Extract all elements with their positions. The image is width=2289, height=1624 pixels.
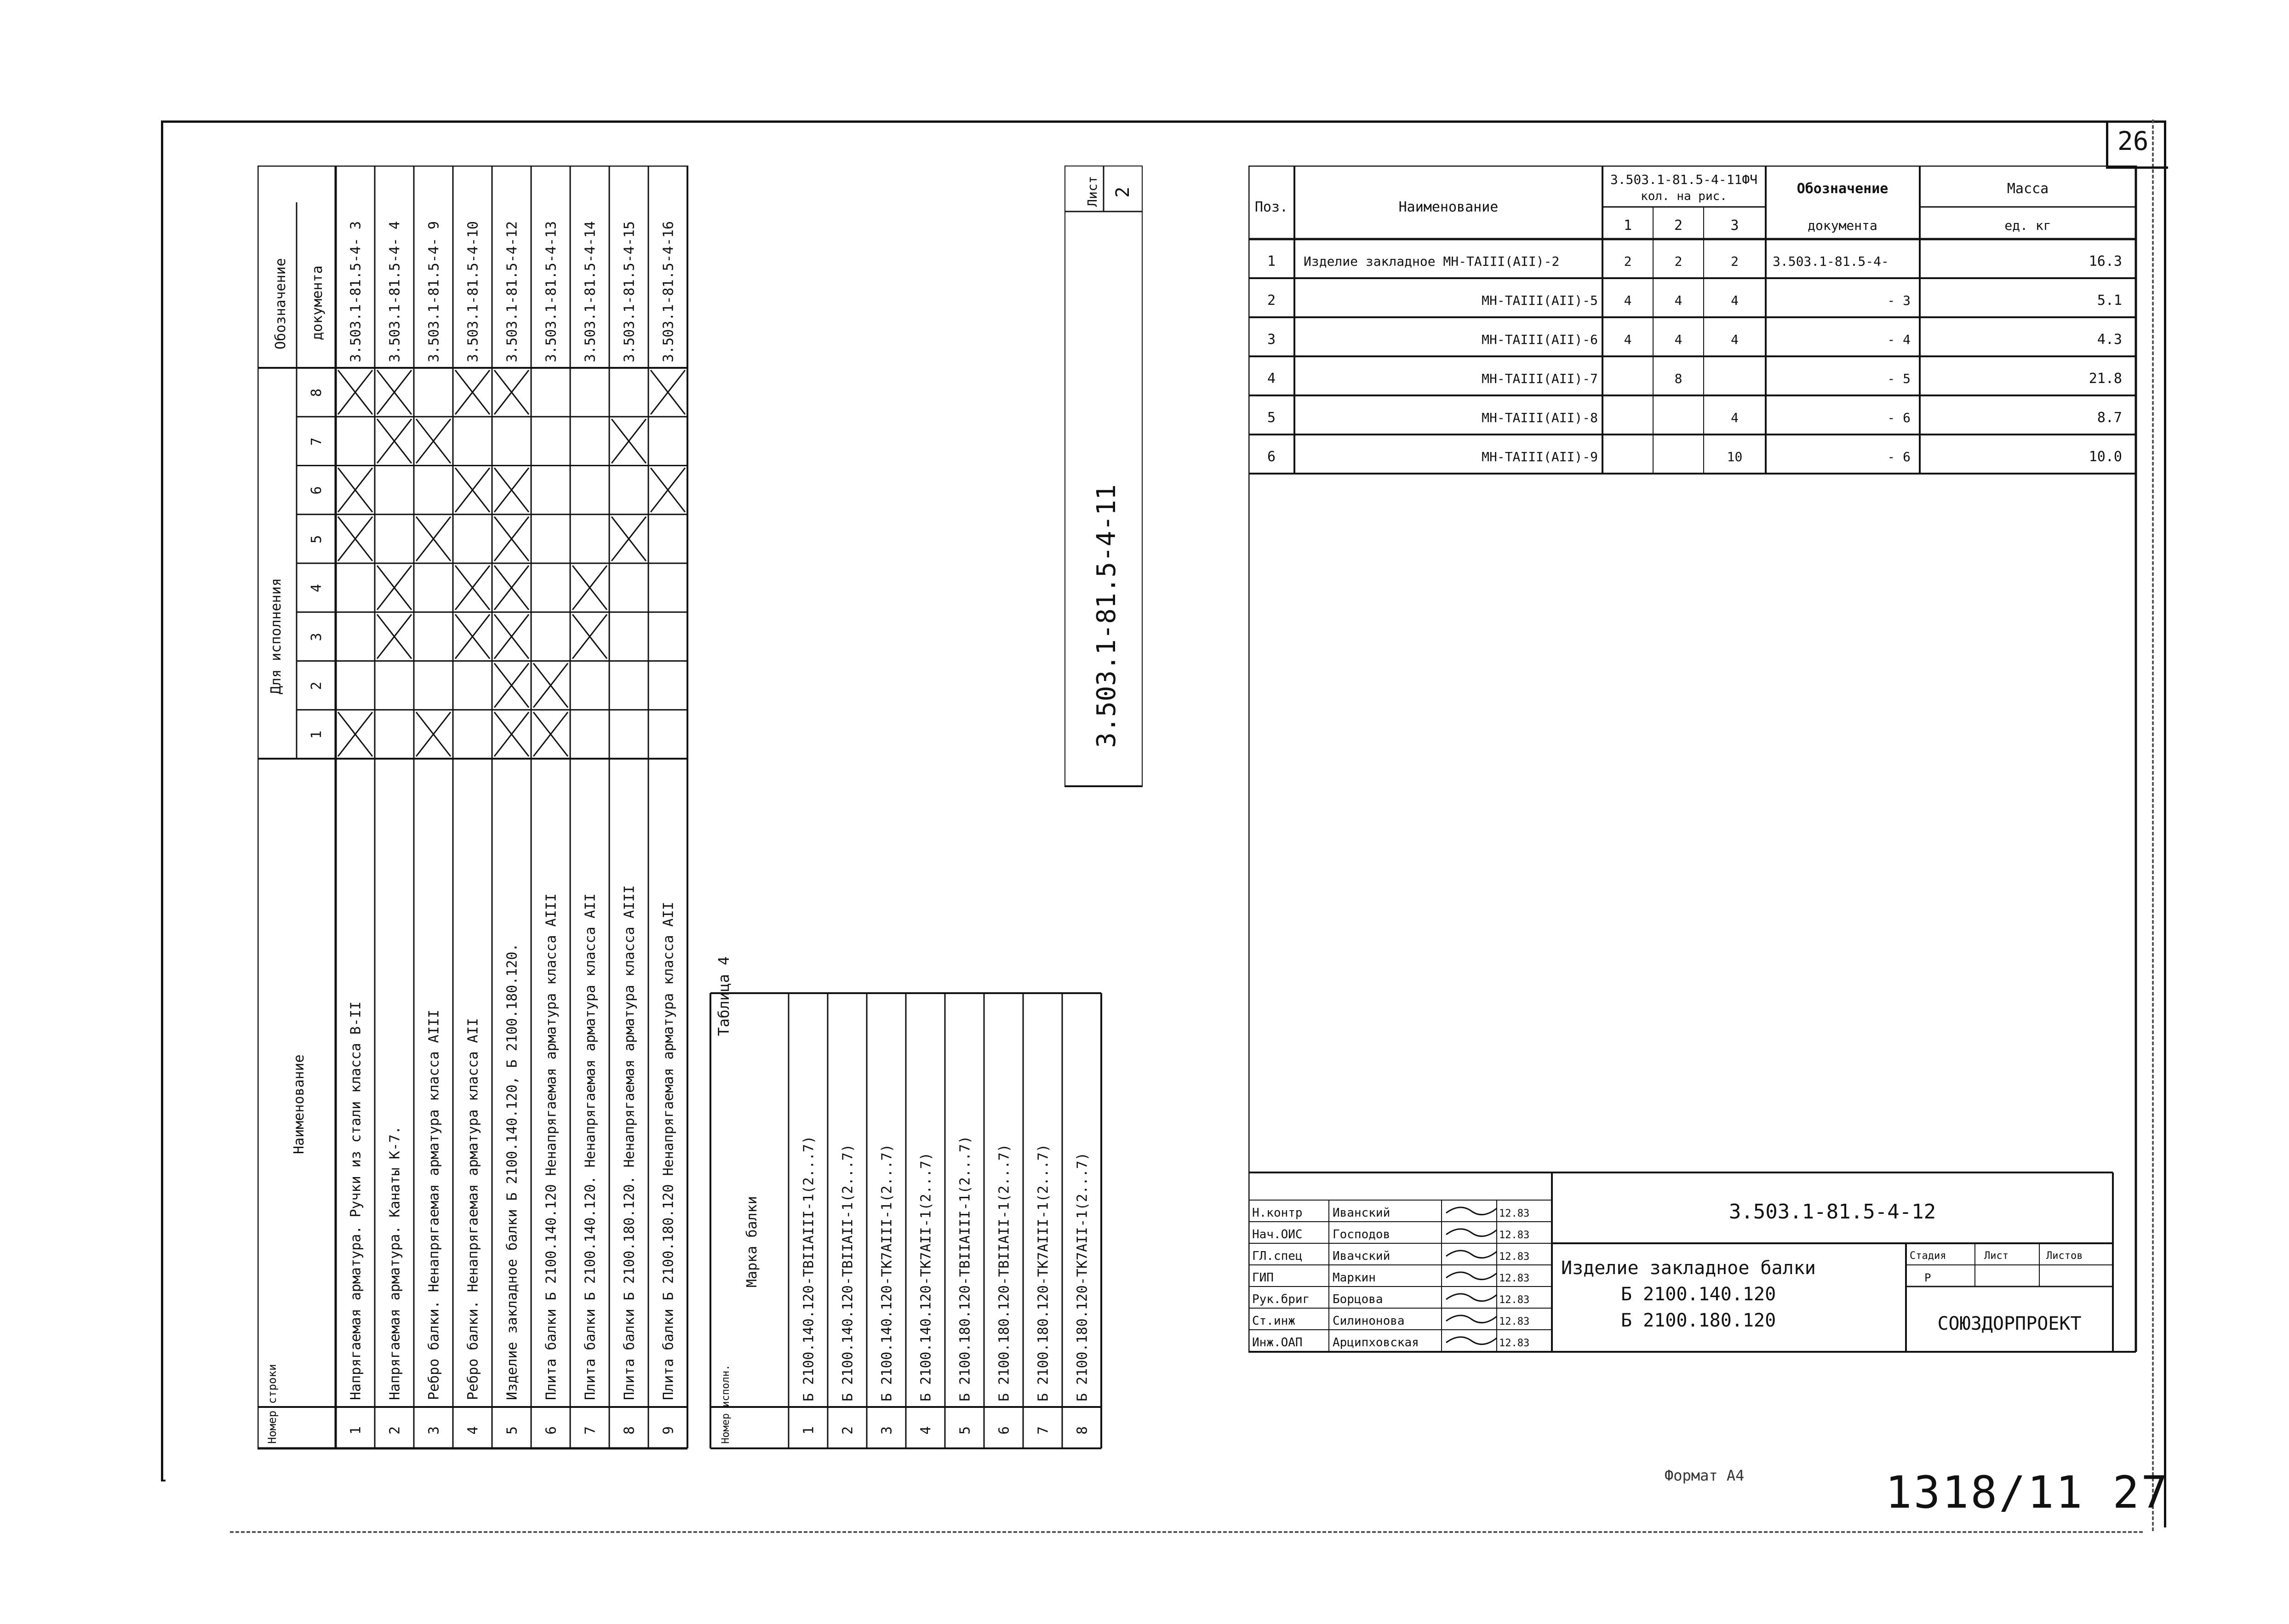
table4-header-mark: Марка балки: [744, 1196, 760, 1287]
exec-cross-mark: [338, 468, 372, 512]
row-document: 3.503.1-81.5-4-16: [660, 221, 677, 362]
table4-mark: Б 2100.180.120-ТК7АII-1(2...7): [1074, 1152, 1091, 1401]
table4-number: 4: [918, 1426, 934, 1435]
exec-cross-mark: [455, 370, 490, 414]
table4-number: 2: [840, 1426, 856, 1435]
row-document: 3.503.1-81.5-4-13: [543, 221, 560, 362]
tb-signer-role: Инж.ОАП: [1252, 1336, 1303, 1350]
exec-cross-mark: [494, 663, 529, 708]
tb-signer-role: ГЛ.спец: [1252, 1249, 1303, 1263]
tb-title-line1: Изделие закладное балки: [1561, 1258, 1816, 1279]
spec-name: МН-ТАIII(АII)-7: [1482, 371, 1598, 386]
tb-signer-name: Силинонова: [1333, 1314, 1405, 1328]
spec-mass: 21.8: [2089, 371, 2122, 387]
tb-signature: [1446, 1229, 1497, 1236]
spec-name: МН-ТАIII(АII)-9: [1482, 449, 1598, 464]
row-number: 9: [660, 1426, 677, 1435]
table4-mark: Б 2100.140.120-ТК7АII-1(2...7): [918, 1152, 934, 1401]
tb-signer-role: Нач.ОИС: [1252, 1228, 1303, 1241]
tb-signer-date: 12.83: [1499, 1229, 1530, 1241]
spec-h-document: документа: [1808, 218, 1877, 233]
exec-number-3: 3: [309, 633, 325, 641]
exec-cross-mark: [455, 468, 490, 512]
frame-left-line: [161, 120, 163, 1481]
sheet-number: 2: [1112, 186, 1133, 198]
spec-qty: 2: [1674, 254, 1682, 269]
exec-cross-mark: [572, 566, 607, 610]
table4-header-number: Номер исполн.: [720, 1364, 732, 1444]
tb-stage-value: Р: [1924, 1271, 1931, 1284]
tb-signature: [1446, 1272, 1497, 1280]
frame-bottom-line: [161, 1480, 166, 1481]
spec-qty: 4: [1731, 410, 1739, 425]
spec-doc: - 6: [1887, 449, 1911, 464]
header-designation: Обозначение: [273, 258, 289, 349]
row-number: 8: [621, 1426, 638, 1435]
exec-cross-mark: [455, 566, 490, 610]
row-name: Изделие закладное балки Б 2100.140.120, Б 2100.180.120.: [504, 943, 521, 1400]
exec-cross-mark: [494, 517, 529, 561]
tb-signer-date: 12.83: [1499, 1251, 1530, 1263]
tb-signature: [1446, 1207, 1497, 1215]
exec-cross-mark: [494, 566, 529, 610]
tb-signer-date: 12.83: [1499, 1273, 1530, 1284]
spec-qty: 4: [1731, 332, 1739, 347]
tb-signature: [1446, 1251, 1497, 1258]
exec-cross-mark: [494, 468, 529, 512]
spec-doc: - 6: [1887, 410, 1911, 425]
tb-sheet-label: Лист: [1984, 1250, 2009, 1262]
table4-mark: Б 2100.140.120-ТК7АIII-1(2...7): [879, 1144, 895, 1401]
tb-signer-role: Н.контр: [1252, 1206, 1303, 1220]
spec-h-name: Наименование: [1398, 199, 1499, 215]
table4-mark: Б 2100.180.120-ТВIIАIII-1(2...7): [957, 1136, 973, 1401]
tb-signature: [1446, 1294, 1497, 1301]
exec-cross-mark: [338, 712, 372, 756]
tb-signer-role: Рук.бриг: [1252, 1292, 1310, 1306]
exec-cross-mark: [612, 419, 646, 463]
spec-qty: 2: [1624, 254, 1632, 269]
frame-bottom-dashed: [230, 1531, 2143, 1533]
row-name: Плита балки Б 2100.140.120. Ненапрягаемая арматура класса АII: [582, 893, 599, 1400]
spec-name: МН-ТАIII(АII)-8: [1482, 410, 1598, 425]
spec-mass: 4.3: [2097, 332, 2122, 348]
spec-qty: 2: [1731, 254, 1739, 269]
tb-organization: СОЮЗДОРПРОЕКТ: [1937, 1313, 2082, 1334]
table4-mark: Б 2100.140.120-ТВIIАIII-1(2...7): [801, 1136, 817, 1401]
spec-name: Изделие закладное МН-ТАIII(АII)-2: [1304, 254, 1560, 269]
spec-qty: 10: [1727, 449, 1743, 464]
row-number: 4: [465, 1426, 481, 1435]
doc-code-panel: [1064, 166, 1143, 832]
table4-number: 1: [801, 1426, 817, 1435]
table4-number: 6: [996, 1426, 1013, 1435]
spec-h-mass: Масса: [2007, 181, 2049, 197]
table4-number: 5: [957, 1426, 973, 1435]
row-document: 3.503.1-81.5-4-14: [582, 221, 599, 362]
table4-mark: Б 2100.180.120-ТК7АIII-1(2...7): [1035, 1144, 1052, 1401]
exec-number-4: 4: [309, 584, 325, 593]
row-number: 5: [504, 1426, 521, 1435]
exec-cross-mark: [651, 468, 685, 512]
row-name: Напрягаемая арматура. Канаты К-7.: [387, 1126, 403, 1400]
spec-doc: - 5: [1887, 371, 1911, 386]
spec-pos: 6: [1267, 449, 1276, 465]
row-name: Ребро балки. Ненапрягаемая арматура класса АII: [465, 1018, 481, 1400]
row-document: 3.503.1-81.5-4- 9: [426, 221, 442, 362]
spec-pos: 1: [1267, 253, 1276, 269]
frame-right-dashed: [2152, 120, 2154, 1531]
header-document: документа: [309, 265, 326, 340]
spec-h-qty-2: 2: [1674, 217, 1683, 234]
spec-doc: - 3: [1887, 293, 1911, 308]
tb-signature: [1446, 1337, 1497, 1344]
spec-qty: 4: [1731, 293, 1739, 308]
exec-cross-mark: [494, 614, 529, 658]
tb-signer-name: Борцова: [1333, 1292, 1383, 1306]
tb-sheets-label: Листов: [2046, 1250, 2083, 1262]
spec-h-qty-1: 1: [1623, 217, 1632, 234]
exec-cross-mark: [651, 370, 685, 414]
page-number-top: 26: [2117, 126, 2149, 156]
sheet-label: Лист: [1085, 176, 1100, 207]
doc-code-rotated: 3.503.1-81.5-4-11: [1092, 484, 1122, 748]
table4-number: 7: [1035, 1426, 1052, 1435]
spec-h-qty-sub: кол. на рис.: [1641, 189, 1727, 203]
row-number: 7: [582, 1426, 599, 1435]
exec-cross-mark: [533, 663, 568, 708]
spec-h-mass-unit: ед. кг: [2004, 218, 2051, 233]
exec-cross-mark: [338, 517, 372, 561]
header-row-number: Номер строки: [266, 1364, 279, 1444]
tb-title-line3: Б 2100.180.120: [1621, 1310, 1776, 1331]
row-number: 2: [387, 1426, 403, 1435]
table4-number: 3: [879, 1426, 895, 1435]
spec-table: [1248, 166, 2138, 1356]
exec-cross-mark: [494, 712, 529, 756]
exec-cross-mark: [494, 370, 529, 414]
spec-mass: 10.0: [2089, 449, 2122, 465]
header-for-exec: Для исполнения: [268, 578, 284, 694]
spec-pos: 4: [1267, 371, 1276, 387]
tb-doc-code: 3.503.1-81.5-4-12: [1728, 1200, 1936, 1224]
spec-h-qty-top: 3.503.1-81.5-4-11ФЧ: [1610, 172, 1758, 187]
spec-qty: 8: [1674, 371, 1682, 386]
table4-title: Таблица 4: [715, 956, 732, 1036]
row-number: 1: [348, 1426, 364, 1435]
table4-number: 8: [1074, 1426, 1091, 1435]
tb-title-line2: Б 2100.140.120: [1621, 1284, 1776, 1305]
row-document: 3.503.1-81.5-4-15: [621, 221, 638, 362]
spec-doc: - 4: [1887, 332, 1911, 347]
row-number: 6: [543, 1426, 560, 1435]
tb-stage-label: Стадия: [1910, 1250, 1946, 1262]
spec-mass: 16.3: [2089, 253, 2122, 269]
table4-mark: Б 2100.180.120-ТВIIАII-1(2...7): [996, 1144, 1013, 1401]
row-document: 3.503.1-81.5-4- 4: [387, 221, 403, 362]
spec-qty: 4: [1624, 332, 1632, 347]
tb-signer-role: Ст.инж: [1252, 1314, 1295, 1328]
exec-number-8: 8: [309, 389, 325, 397]
exec-cross-mark: [455, 614, 490, 658]
tb-signer-date: 12.83: [1499, 1316, 1530, 1327]
exec-cross-mark: [377, 566, 412, 610]
frame-top-line: [161, 120, 2166, 123]
row-document: 3.503.1-81.5-4-10: [465, 221, 481, 362]
row-document: 3.503.1-81.5-4-12: [504, 221, 521, 362]
spec-h-qty-3: 3: [1730, 217, 1739, 234]
spec-h-designation: Обозначение: [1797, 181, 1888, 197]
exec-number-6: 6: [309, 486, 325, 495]
exec-cross-mark: [612, 517, 646, 561]
row-document: 3.503.1-81.5-4- 3: [348, 221, 364, 362]
spec-qty: 4: [1674, 293, 1682, 308]
spec-qty: 4: [1624, 293, 1632, 308]
tb-signer-name: Ивачский: [1333, 1249, 1391, 1263]
spec-name: МН-ТАIII(АII)-6: [1482, 332, 1598, 347]
exec-cross-mark: [416, 517, 451, 561]
exec-number-2: 2: [309, 681, 325, 690]
row-name: Напрягаемая арматура. Ручки из стали класса В-II: [348, 1001, 364, 1400]
row-name: Плита балки Б 2100.180.120. Ненапрягаемая арматура класса АIII: [621, 885, 638, 1400]
spec-pos: 2: [1267, 292, 1276, 309]
left-table: [258, 166, 1145, 1471]
spec-mass: 5.1: [2097, 292, 2122, 309]
spec-mass: 8.7: [2097, 410, 2122, 426]
exec-cross-mark: [377, 614, 412, 658]
spec-name: МН-ТАIII(АII)-5: [1482, 293, 1598, 308]
tb-signer-name: Иванский: [1333, 1206, 1391, 1220]
exec-cross-mark: [416, 712, 451, 756]
spec-h-pos: Поз.: [1254, 199, 1288, 215]
tb-signer-date: 12.83: [1499, 1294, 1530, 1306]
exec-number-5: 5: [309, 535, 325, 543]
exec-cross-mark: [572, 614, 607, 658]
header-name: Наименование: [291, 1054, 307, 1154]
tb-signer-role: ГИП: [1252, 1271, 1274, 1285]
format-label: Формат А4: [1665, 1467, 1745, 1484]
spec-qty: 4: [1674, 332, 1682, 347]
exec-cross-mark: [533, 712, 568, 756]
exec-cross-mark: [377, 419, 412, 463]
spec-pos: 5: [1267, 410, 1276, 426]
inventory-number: 1318/11 27: [1885, 1467, 2169, 1518]
tb-signer-date: 12.83: [1499, 1338, 1530, 1349]
tb-signature: [1446, 1315, 1497, 1323]
row-name: Плита балки Б 2100.140.120 Ненапрягаемая арматура класса АIII: [543, 893, 560, 1400]
row-number: 3: [426, 1426, 442, 1435]
exec-cross-mark: [377, 370, 412, 414]
tb-signer-date: 12.83: [1499, 1208, 1530, 1219]
row-name: Плита балки Б 2100.180.120 Ненапрягаемая арматура класса АII: [660, 902, 677, 1400]
tb-signer-name: Арципховская: [1333, 1336, 1419, 1350]
exec-number-7: 7: [309, 437, 325, 446]
row-name: Ребро балки. Ненапрягаемая арматура класса АIII: [426, 1010, 442, 1400]
exec-cross-mark: [338, 370, 372, 414]
spec-pos: 3: [1267, 332, 1276, 348]
frame-right-line: [2164, 120, 2166, 1527]
spec-doc: 3.503.1-81.5-4-: [1773, 254, 1889, 269]
tb-signer-name: Господов: [1333, 1228, 1391, 1241]
exec-cross-mark: [416, 419, 451, 463]
tb-signer-name: Маркин: [1333, 1271, 1376, 1285]
table4-mark: Б 2100.140.120-ТВIIАII-1(2...7): [840, 1144, 856, 1401]
exec-number-1: 1: [309, 730, 325, 739]
